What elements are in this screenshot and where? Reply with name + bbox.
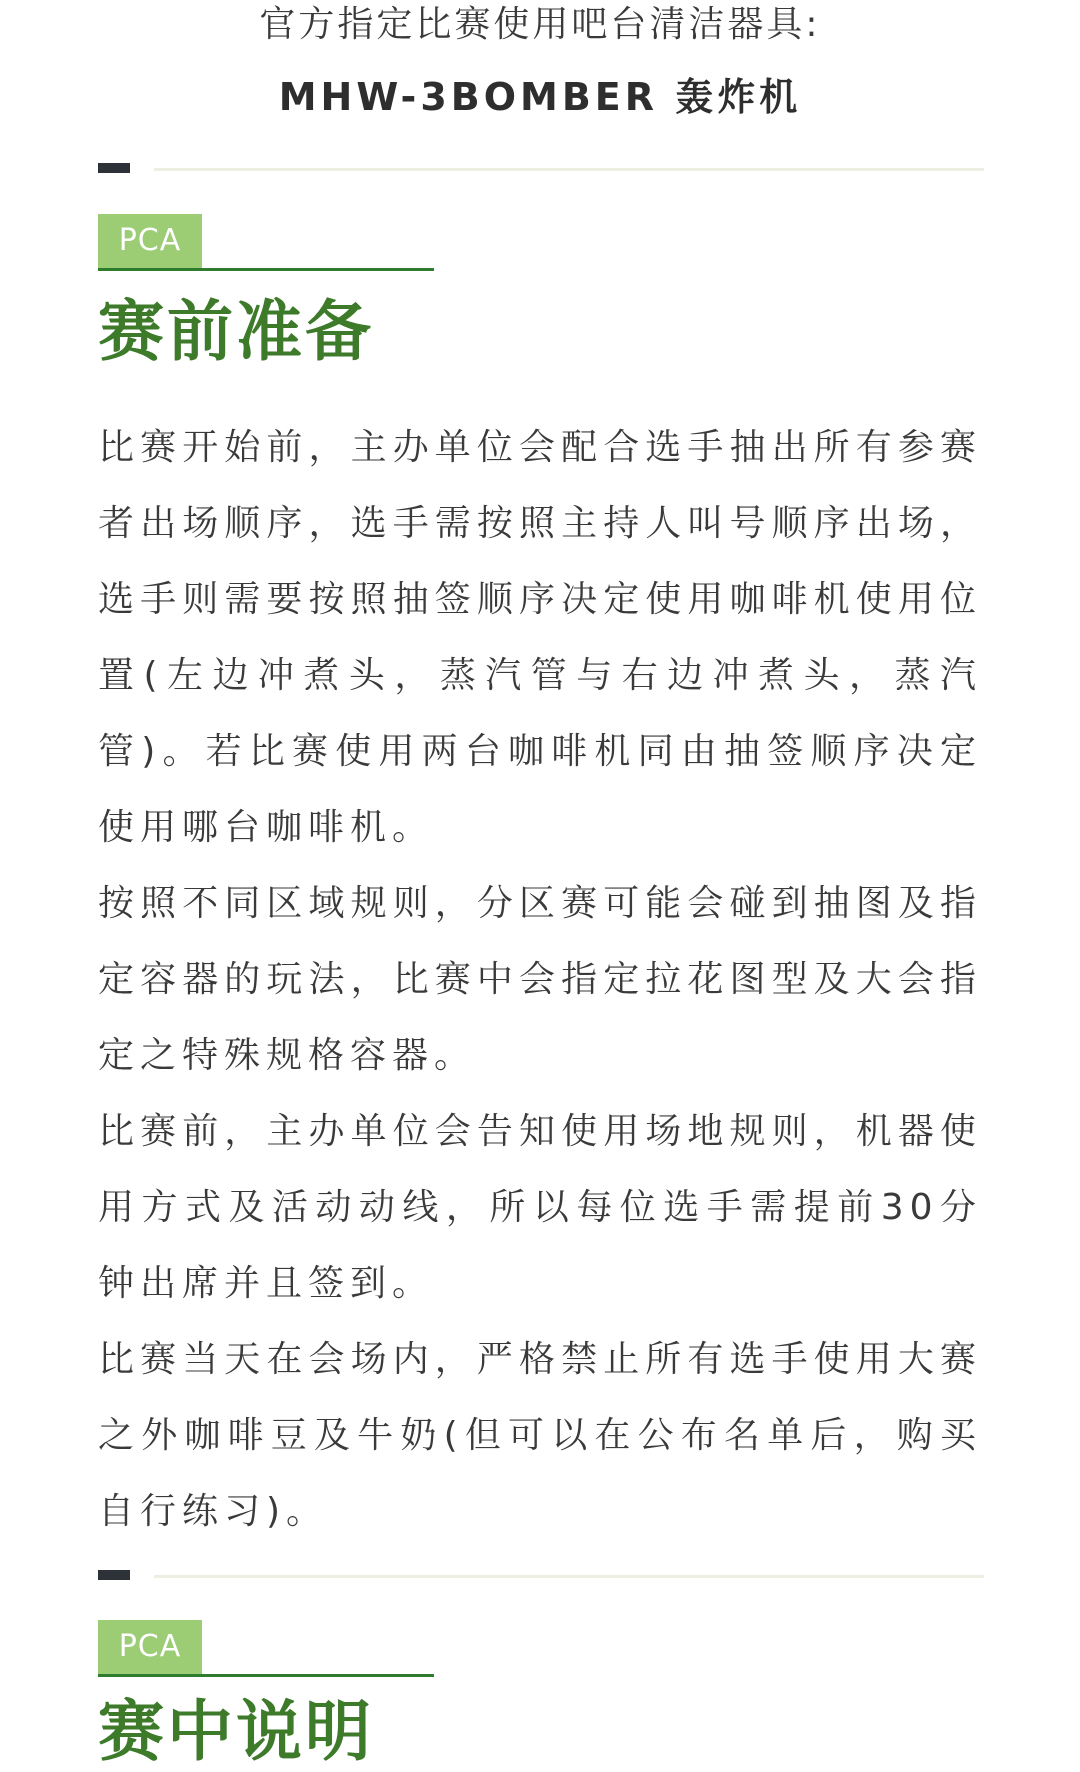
header-subtitle: 官方指定比赛使用吧台清洁器具: — [259, 4, 821, 45]
section-title: 赛中说明 — [98, 1693, 374, 1770]
section-title: 赛前准备 — [98, 293, 374, 370]
divider-line — [154, 1575, 984, 1578]
section-divider — [98, 1570, 984, 1582]
body-paragraph: 按照不同区域规则，分区赛可能会碰到抽图及指定容器的玩法，比赛中会指定拉花图型及大会指定之特殊规格容器。 — [98, 883, 982, 1076]
divider-dash — [98, 1570, 130, 1580]
section-tag-block — [98, 214, 434, 271]
divider-line — [154, 168, 984, 171]
body-paragraph: 比赛前，主办单位会告知使用场地规则，机器使用方式及活动动线，所以每位选手需提前30分钟出席并且签到。 — [98, 1111, 982, 1304]
body-paragraph: 比赛开始前，主办单位会配合选手抽出所有参赛者出场顺序，选手需按照主持人叫号顺序出场，选手则需要按照抽签顺序决定使用咖啡机使用位置(左边冲煮头，蒸汽管与右边冲煮头，蒸汽管)。若比赛使用两台咖啡机同由抽签顺序决定使用哪台咖啡机。 — [98, 427, 982, 848]
section-tag: PCA — [98, 1620, 202, 1674]
section-body — [98, 410, 982, 1550]
section-tag-block — [98, 1620, 434, 1677]
divider-dash — [98, 163, 130, 173]
body-paragraph: 比赛当天在会场内，严格禁止所有选手使用大赛之外咖啡豆及牛奶(但可以在公布名单后，购买自行练习)。 — [98, 1339, 982, 1532]
section-divider — [98, 163, 984, 175]
section-tag: PCA — [98, 214, 202, 268]
header-product-name: MHW-3BOMBER 轰炸机 — [278, 75, 802, 119]
